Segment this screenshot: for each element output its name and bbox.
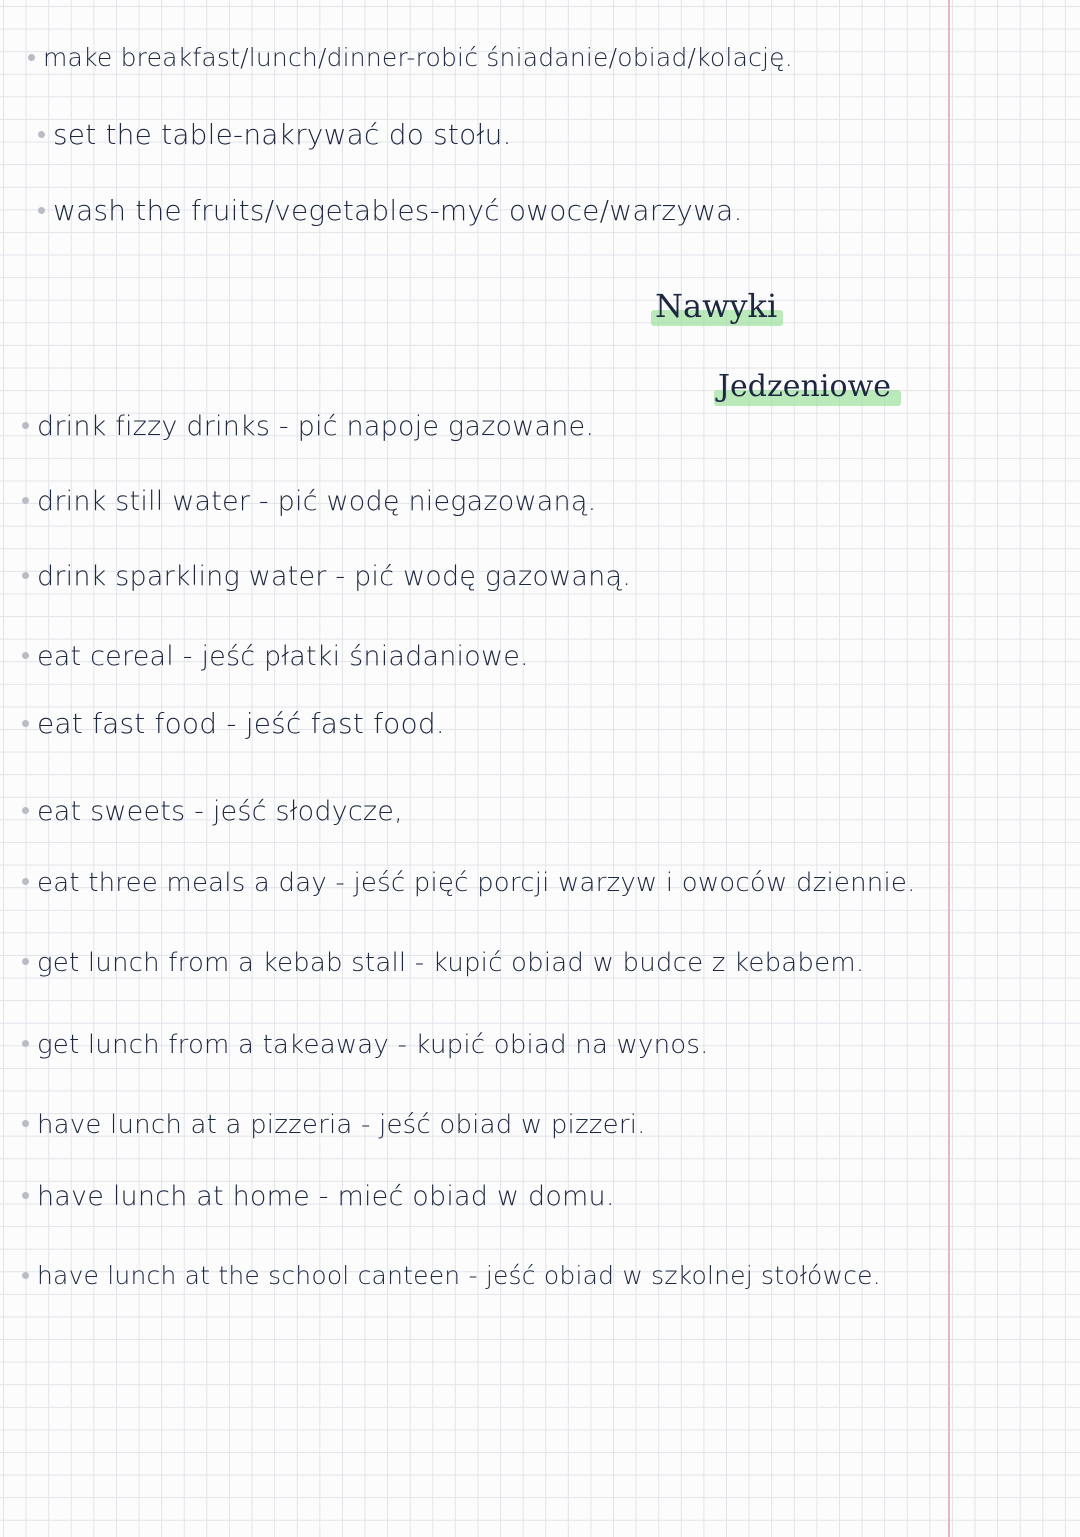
note-line (22, 488, 596, 515)
note-line (38, 194, 743, 227)
note-text: eat three meals a day - jeść pięć porcji warzyw i owoców dziennie. (37, 868, 916, 898)
bullet-dot (22, 572, 29, 579)
bullet-dot (22, 652, 29, 659)
note-text: drink sparkling water - pić wodę gazowaną. (37, 561, 632, 592)
note-line (22, 643, 529, 670)
bullet-dot (22, 1120, 29, 1127)
note-line (22, 563, 631, 590)
note-line (22, 870, 916, 896)
margin-line (948, 0, 950, 1537)
section-heading (655, 287, 778, 325)
note-line (28, 45, 793, 70)
note-line (22, 1263, 881, 1288)
note-text: eat cereal - jeść płatki śniadaniowe. (37, 641, 529, 672)
note-line (38, 118, 512, 151)
bullet-dot (22, 422, 29, 429)
note-text: have lunch at home - mieć obiad w domu. (37, 1181, 615, 1212)
bullet-dot (28, 54, 35, 61)
note-line (22, 950, 864, 976)
bullet-dot (38, 207, 45, 214)
note-text: drink still water - pić wodę niegazowaną. (37, 486, 597, 517)
bullet-dot (22, 497, 29, 504)
note-text: set the table-nakrywać do stołu. (53, 118, 512, 151)
bullet-dot (22, 807, 29, 814)
note-text: drink fizzy drinks - pić napoje gazowane. (37, 411, 595, 442)
bullet-dot (22, 1192, 29, 1199)
bullet-dot (22, 1040, 29, 1047)
note-line (22, 413, 594, 440)
note-line (22, 1183, 615, 1210)
bullet-dot (22, 720, 29, 727)
note-line (22, 1112, 646, 1138)
note-text: eat sweets - jeść słodycze, (37, 796, 403, 827)
heading-line-2: Jedzeniowe (718, 369, 891, 404)
note-text: wash the fruits/vegetables-myć owoce/warzywa. (53, 194, 743, 227)
note-text: make breakfast/lunch/dinner-robić śniadanie/obiad/kolację. (43, 43, 793, 72)
bullet-dot (22, 958, 29, 965)
section-heading (718, 369, 891, 404)
note-text: get lunch from a takeaway - kupić obiad na wynos. (37, 1030, 709, 1060)
heading-line-1: Nawyki (655, 287, 778, 325)
note-text: eat fast food - jeść fast food. (37, 707, 445, 740)
note-line (22, 798, 403, 825)
note-text: get lunch from a kebab stall - kupić obiad w budce z kebabem. (37, 948, 865, 978)
note-line (22, 707, 445, 740)
bullet-dot (22, 878, 29, 885)
note-text: have lunch at the school canteen - jeść obiad w szkolnej stołówce. (37, 1261, 881, 1290)
note-text: have lunch at a pizzeria - jeść obiad w pizzeri. (37, 1110, 646, 1140)
note-line (22, 1032, 709, 1058)
bullet-dot (22, 1272, 29, 1279)
bullet-dot (38, 131, 45, 138)
